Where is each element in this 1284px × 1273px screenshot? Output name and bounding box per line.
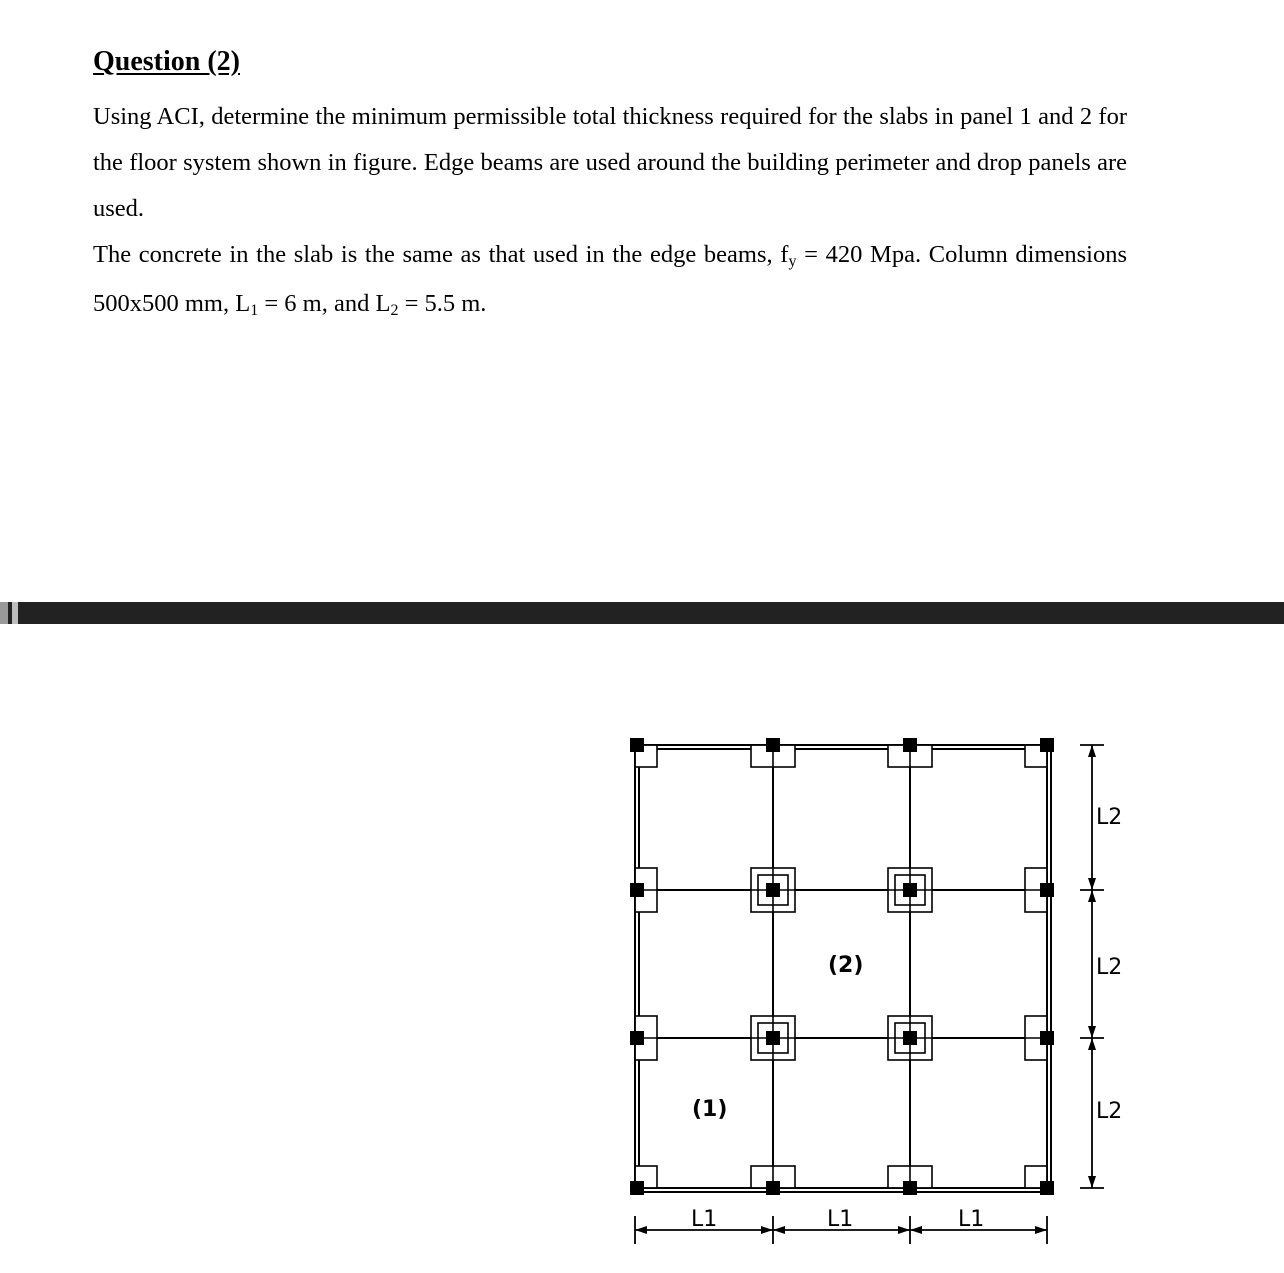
column	[766, 883, 780, 897]
p2-text-c: = 6 m, and L	[258, 290, 391, 317]
column	[903, 883, 917, 897]
dim-arrow-l2	[1088, 1038, 1096, 1050]
dim-arrow-l2	[1088, 890, 1096, 902]
column	[1040, 883, 1054, 897]
column	[903, 1181, 917, 1195]
question-title: Question (2)	[93, 46, 240, 77]
dim-arrow-l1	[1035, 1226, 1047, 1234]
column	[630, 738, 644, 752]
column	[903, 1031, 917, 1045]
divider-bar	[0, 602, 1284, 624]
question-paragraph-2	[93, 232, 1127, 330]
dim-arrow-l1	[761, 1226, 773, 1234]
l2-subscript: 2	[390, 302, 399, 319]
l2-label-2: L2	[1096, 955, 1123, 980]
dim-arrow-l2	[1088, 745, 1096, 757]
divider-handle	[0, 602, 8, 624]
p2-text-b: = 420 Mpa. Column dimensions 500x500 mm, L	[93, 241, 1127, 317]
panel-1-label: (1)	[692, 1097, 728, 1122]
dim-arrow-l2	[1088, 1176, 1096, 1188]
column	[766, 1031, 780, 1045]
floor-plan-figure	[600, 720, 1160, 1260]
column	[903, 738, 917, 752]
column	[1040, 738, 1054, 752]
question-block	[93, 40, 1127, 330]
column	[766, 1181, 780, 1195]
l2-label-3: L2	[1096, 1099, 1123, 1124]
l2-label-1: L2	[1096, 805, 1123, 830]
dim-arrow-l2	[1088, 878, 1096, 890]
column	[766, 738, 780, 752]
question-paragraph-1: Using ACI, determine the minimum permissible total thickness required for the slabs in panel 1 and 2 for the floor system shown in figure. Edge beams are used around the building perimeter and drop panels are used.	[93, 103, 1127, 222]
l1-subscript: 1	[250, 302, 259, 319]
l1-label-2: L1	[827, 1207, 854, 1232]
dim-arrow-l1	[910, 1226, 922, 1234]
divider-handle-2	[12, 602, 18, 624]
column	[1040, 1181, 1054, 1195]
l1-label-1: L1	[691, 1207, 718, 1232]
p2-text-a: The concrete in the slab is the same as that used in the edge beams, f	[93, 241, 789, 268]
column	[630, 883, 644, 897]
dim-arrow-l2	[1088, 1026, 1096, 1038]
column	[630, 1031, 644, 1045]
column	[630, 1181, 644, 1195]
fy-subscript: y	[788, 253, 797, 270]
dim-arrow-l1	[898, 1226, 910, 1234]
dim-arrow-l1	[635, 1226, 647, 1234]
p2-text-d: = 5.5 m.	[398, 290, 487, 317]
column	[1040, 1031, 1054, 1045]
l1-label-3: L1	[958, 1207, 985, 1232]
dim-arrow-l1	[773, 1226, 785, 1234]
panel-2-label: (2)	[828, 953, 864, 978]
